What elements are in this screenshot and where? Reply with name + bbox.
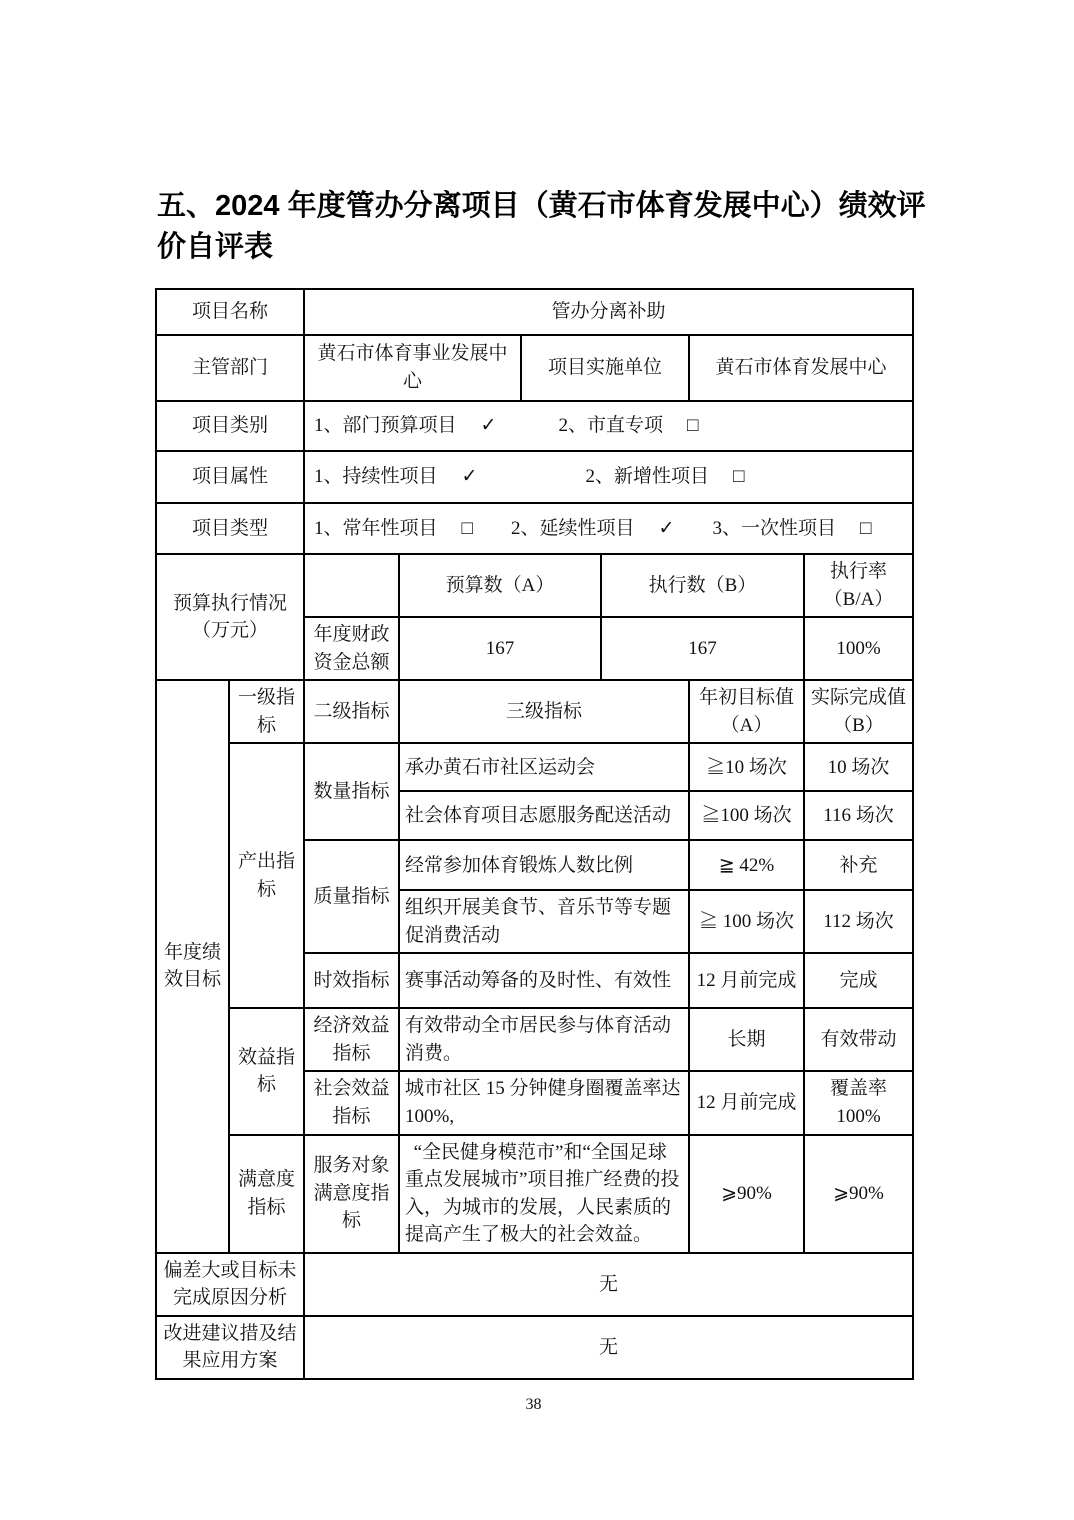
row-project-name: [156, 289, 913, 335]
perf-actual-value: 完成: [804, 953, 913, 1008]
type-options: [304, 503, 913, 554]
dept-value: 黄石市体育事业发展中心: [304, 335, 521, 401]
row-attribute: [156, 451, 913, 503]
perf-indicator-text: “全民健身模范市”和“全国足球重点发展城市”项目推广经费的投入，为城市的发展，人民素质的提高产生了极大的社会效益。: [399, 1135, 689, 1253]
check-mark: ✓: [461, 466, 478, 488]
option-text: 2、新增性项目: [585, 466, 709, 488]
type-label: 项目类型: [156, 503, 304, 554]
budget-col-b-header: 执行数（B）: [601, 554, 804, 617]
perf-header-actual: 实际完成值（B）: [804, 680, 913, 743]
perf-target-value: ≧ 100 场次: [689, 890, 804, 953]
category-options: [304, 401, 913, 451]
perf-indicator-text: 有效带动全市居民参与体育活动消费。: [399, 1008, 689, 1071]
perf-l2-service-satisfaction: 服务对象满意度指标: [304, 1135, 399, 1253]
budget-row-label: 年度财政资金总额: [304, 617, 399, 680]
perf-header-target: 年初目标值（A）: [689, 680, 804, 743]
perf-row: [156, 743, 913, 791]
option-text: 3、一次性项目: [712, 517, 836, 539]
budget-rate-header: 执行率（B/A）: [804, 554, 913, 617]
attribute-options: [304, 451, 913, 503]
project-name-value: 管办分离补助: [304, 289, 913, 335]
perf-l2-quality: 质量指标: [304, 840, 399, 953]
evaluation-table: [155, 288, 914, 1380]
perf-indicator-text: 经常参加体育锻炼人数比例: [399, 840, 689, 890]
perf-actual-value: 覆盖率 100%: [804, 1071, 913, 1134]
budget-value-a: 167: [399, 617, 601, 680]
perf-target-value: ≧100 场次: [689, 791, 804, 840]
perf-actual-value: 10 场次: [804, 743, 913, 791]
row-category: [156, 401, 913, 451]
option-text: 1、常年性项目: [314, 517, 438, 539]
improvement-label: 改进建议措及结果应用方案: [156, 1316, 304, 1379]
row-dept: [156, 335, 913, 401]
project-name-label: 项目名称: [156, 289, 304, 335]
perf-section-label: 年度绩效目标: [156, 680, 229, 1253]
budget-rate-value: 100%: [804, 617, 913, 680]
perf-l1-benefit: 效益指标: [229, 1008, 304, 1134]
check-mark: ✓: [658, 517, 675, 539]
perf-actual-value: 有效带动: [804, 1008, 913, 1071]
perf-actual-value: 112 场次: [804, 890, 913, 953]
perf-target-value: ≧10 场次: [689, 743, 804, 791]
perf-target-value: ⩾90%: [689, 1135, 804, 1253]
perf-l2-quantity: 数量指标: [304, 743, 399, 840]
perf-indicator-text: 承办黄石市社区运动会: [399, 743, 689, 791]
row-deviation-analysis: [156, 1253, 913, 1316]
perf-indicator-text: 社会体育项目志愿服务配送活动: [399, 791, 689, 840]
row-budget-header: [156, 554, 913, 617]
budget-col-a-header: 预算数（A）: [399, 554, 601, 617]
perf-indicator-text: 赛事活动筹备的及时性、有效性: [399, 953, 689, 1008]
checkbox-empty: □: [686, 415, 699, 437]
perf-row: [156, 1008, 913, 1071]
row-perf-header: [156, 680, 913, 743]
perf-target-value: ≧ 42%: [689, 840, 804, 890]
row-improvement: [156, 1316, 913, 1379]
perf-target-value: 12 月前完成: [689, 1071, 804, 1134]
perf-l2-timeliness: 时效指标: [304, 953, 399, 1008]
perf-target-value: 12 月前完成: [689, 953, 804, 1008]
type-option-1: [314, 515, 473, 543]
perf-l1-output: 产出指标: [229, 743, 304, 1008]
category-option-2: [558, 412, 698, 440]
attribute-label: 项目属性: [156, 451, 304, 503]
deviation-analysis-value: 无: [304, 1253, 913, 1316]
improvement-value: 无: [304, 1316, 913, 1379]
perf-row: [156, 1135, 913, 1253]
type-option-3: [712, 515, 871, 543]
perf-actual-value: 补充: [804, 840, 913, 890]
perf-l2-economic: 经济效益指标: [304, 1008, 399, 1071]
option-text: 2、市直专项: [558, 415, 663, 437]
type-option-2: [511, 515, 674, 543]
attribute-option-2: [585, 463, 744, 491]
budget-empty-cell: [304, 554, 399, 617]
page-title: 五、2024 年度管办分离项目（黄石市体育发展中心）绩效评价自评表: [157, 190, 926, 263]
perf-actual-value: 116 场次: [804, 791, 913, 840]
budget-value-b: 167: [601, 617, 804, 680]
dept-label: 主管部门: [156, 335, 304, 401]
attribute-option-1: [314, 463, 477, 491]
perf-indicator-text: 城市社区 15 分钟健身圈覆盖率达 100%,: [399, 1071, 689, 1134]
category-label: 项目类别: [156, 401, 304, 451]
perf-target-value: 长期: [689, 1008, 804, 1071]
perf-l2-social: 社会效益指标: [304, 1071, 399, 1134]
checkbox-empty: □: [732, 466, 745, 488]
perf-header-l1: 一级指标: [229, 680, 304, 743]
option-text: 1、持续性项目: [314, 466, 438, 488]
impl-unit-label: 项目实施单位: [521, 335, 689, 401]
perf-header-l3: 三级指标: [399, 680, 689, 743]
page-number: 38: [525, 1396, 542, 1413]
perf-l1-satisfaction: 满意度指标: [229, 1135, 304, 1253]
budget-section-label: 预算执行情况（万元）: [156, 554, 304, 680]
perf-header-l2: 二级指标: [304, 680, 399, 743]
impl-unit-value: 黄石市体育发展中心: [689, 335, 913, 401]
row-type: [156, 503, 913, 554]
option-text: 1、部门预算项目: [314, 415, 457, 437]
category-option-1: [314, 412, 496, 440]
perf-indicator-text: 组织开展美食节、音乐节等专题促消费活动: [399, 890, 689, 953]
deviation-analysis-label: 偏差大或目标未完成原因分析: [156, 1253, 304, 1316]
check-mark: ✓: [480, 415, 497, 437]
option-text: 2、延续性项目: [511, 517, 635, 539]
perf-actual-value: ⩾90%: [804, 1135, 913, 1253]
checkbox-empty: □: [461, 517, 474, 539]
checkbox-empty: □: [859, 517, 872, 539]
